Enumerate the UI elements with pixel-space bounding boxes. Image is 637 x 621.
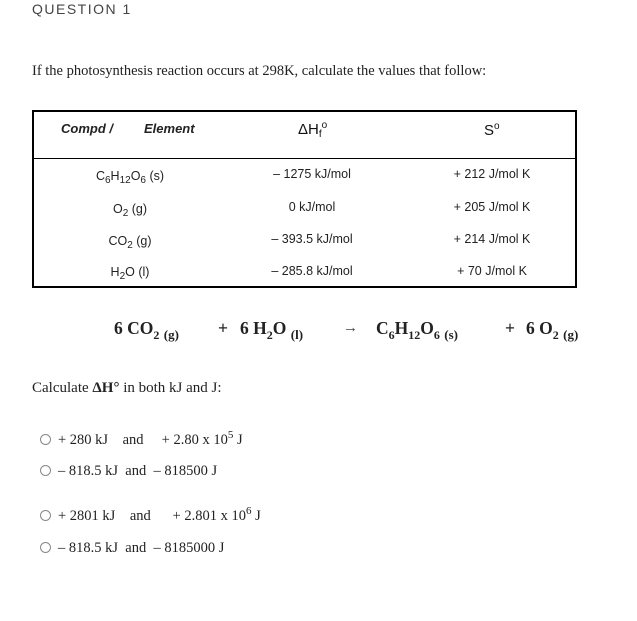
header-delta-hf: $\Delta H_f^o$ [298,120,328,140]
row3-dh: – 393.5 kJ/mol [271,232,353,246]
header-element: Element [144,121,195,136]
row4-formula: $H_2O$ (l) [110,265,150,282]
table-header-row [34,112,575,159]
row1-formula: $C_6H_{12}O_6$ (s) [95,169,165,186]
row1-dh: – 1275 kJ/mol [273,167,351,181]
radio-button[interactable] [40,542,51,553]
question-prompt: If the photosynthesis reaction occurs at 298K, calculate the values that follow: [32,63,487,79]
radio-button[interactable] [40,434,51,445]
photosynthesis-equation [0,318,637,350]
radio-button[interactable] [40,510,51,521]
plus-sign-1: + [218,318,228,338]
row3-s: + 214 J/mol K [453,232,531,246]
row4-dh: – 285.8 kJ/mol [271,264,353,278]
option-2[interactable]: – 818.5 kJ and – 818500 J [40,463,217,480]
option-3[interactable]: + 2801 kJ and + 2.801 x $10^6$ J [40,505,261,525]
header-entropy: $S^o$ [484,121,500,139]
row1-s: + 212 J/mol K [453,167,531,181]
row3-formula: $CO_2$ (g) [108,234,152,251]
thermo-table [32,110,577,288]
reaction-arrow: → [343,320,358,336]
option-1[interactable]: + 280 kJ and + 2.80 x $10^5$ J [40,429,243,449]
row2-s: + 205 J/mol K [453,200,531,214]
row2-formula: $O_2$ (g) [112,202,148,219]
question-header: QUESTION 1 [32,1,132,17]
header-compd: Compd / [61,121,113,136]
reactant-co2: 6 $CO_2$ $_{(g)}$ [114,318,179,342]
reactant-h2o: 6 $H_2O$ $_{(l)}$ [240,318,304,342]
option-4[interactable]: – 818.5 kJ and – 8185000 J [40,540,224,557]
row2-dh: 0 kJ/mol [288,200,336,214]
radio-button[interactable] [40,465,51,476]
product-glucose: $C_6H_{12}O_6$ $_{(s)}$ [376,318,458,342]
product-o2: 6 $O_2$ $_{(g)}$ [526,318,579,342]
plus-sign-2: + [505,318,515,338]
row4-s: + 70 J/mol K [457,264,527,278]
calc-prompt: Calculate ΔH° in both kJ and J: [32,380,222,396]
